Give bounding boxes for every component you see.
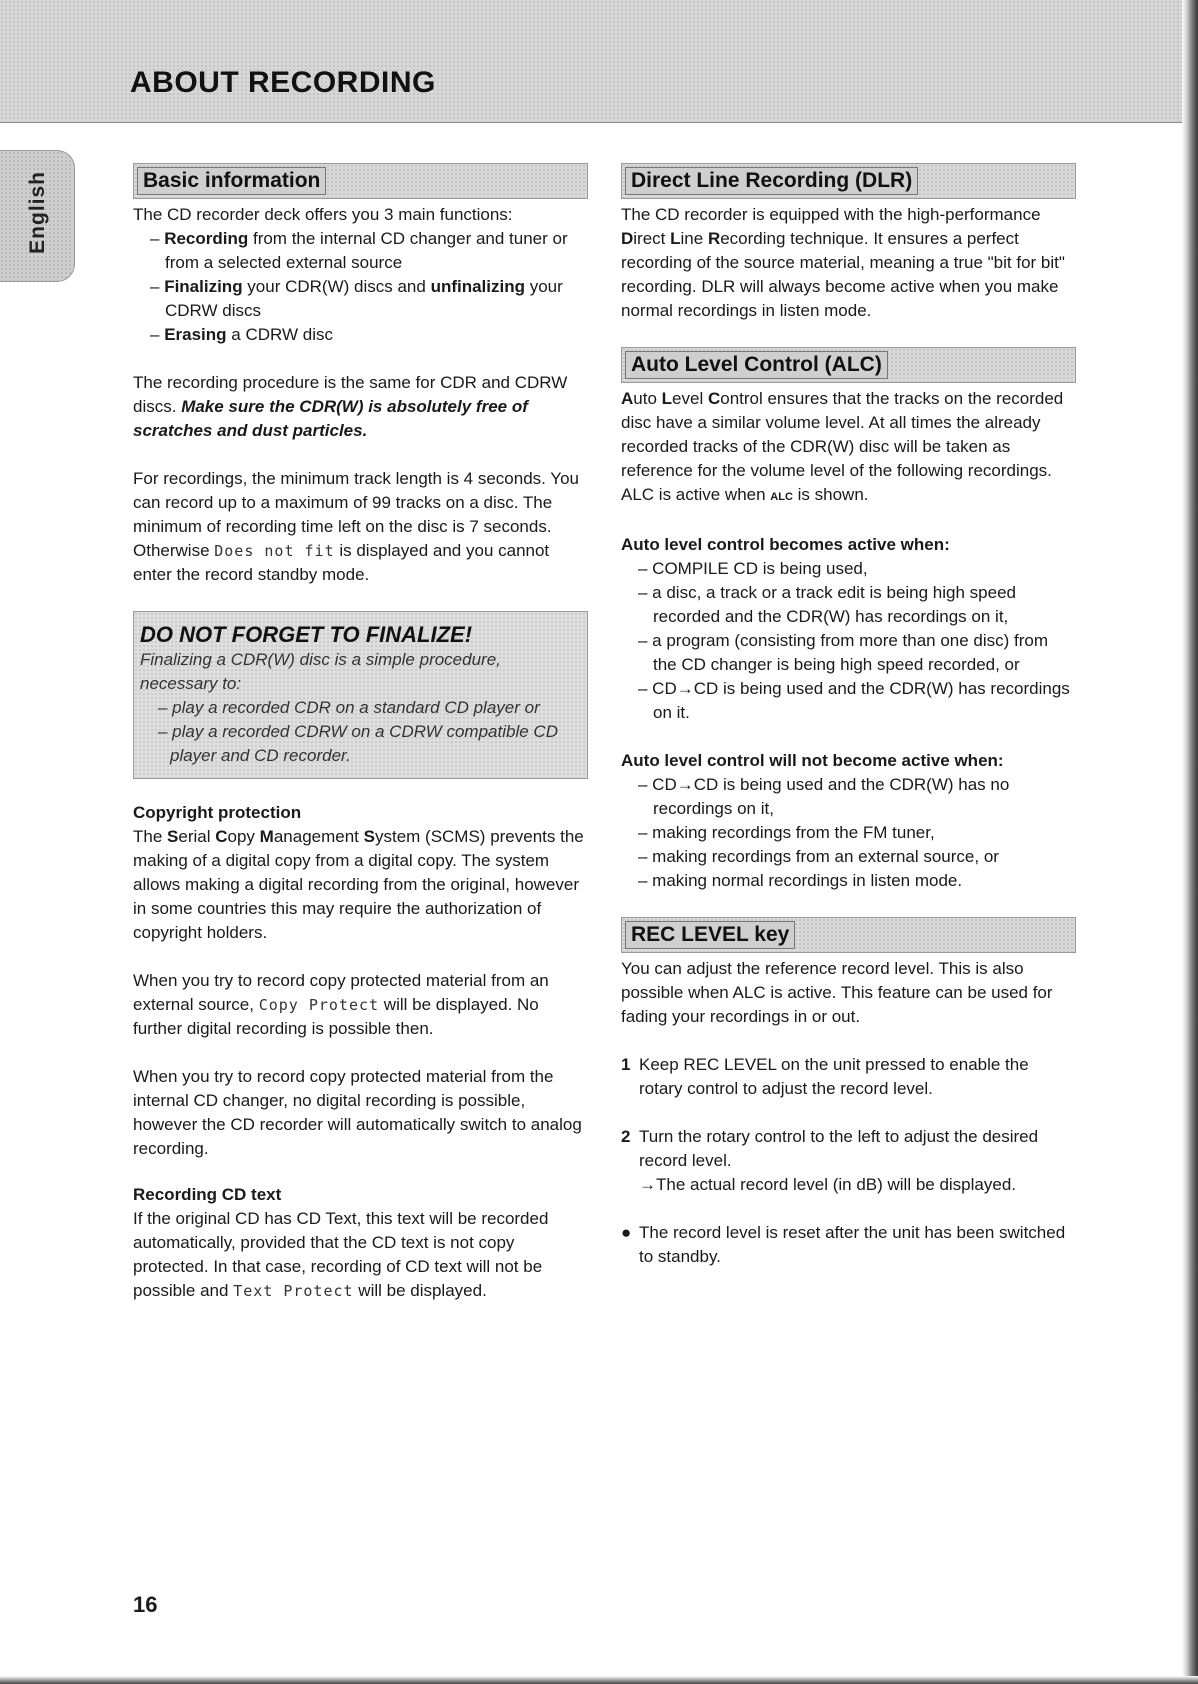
- rec-level-heading-label: REC LEVEL key: [625, 921, 795, 949]
- alc-inactive-item: – making recordings from an external source, or: [638, 847, 999, 866]
- alc-paragraph: Auto Level Control ensures that the tracks on the recorded disc have a similar volume level. At all times the already recorded tracks of the CDR(W) disc will be taken as reference for the volume level of the following recordings. ALC is active when ALC is shown.: [621, 389, 1064, 504]
- rec-level-step-1: 1 Keep REC LEVEL on the unit pressed to enable the rotary control to adjust the record level.: [621, 1055, 1029, 1098]
- alc-display-icon: ALC: [770, 491, 793, 503]
- language-tab: [0, 150, 75, 282]
- function-item-recording: – Recording from the internal CD changer and tuner or from a selected external source: [150, 229, 568, 272]
- function-item-erasing: – Erasing a CDRW disc: [150, 325, 333, 344]
- header-band: [0, 0, 1182, 123]
- copy-protect-paragraph: When you try to record copy protected material from an external source, Copy Protect will be displayed. No further digital recording is possible then.: [133, 971, 549, 1038]
- finalize-line: Finalizing a CDR(W) disc is a simple procedure, necessary to:: [140, 650, 501, 693]
- finalize-note-box: [133, 611, 588, 779]
- rec-level-step-2-result: →The actual record level (in dB) will be displayed.: [639, 1175, 1017, 1194]
- basic-info-intro: The CD recorder deck offers you 3 main functions:: [133, 205, 513, 224]
- alc-active-item: – a disc, a track or a track edit is being high speed recorded and the CDR(W) has recordings on it,: [638, 583, 1016, 626]
- procedure-paragraph: The recording procedure is the same for CDR and CDRW discs. Make sure the CDR(W) is absolutely free of scratches and dust particles.: [133, 373, 568, 440]
- alc-inactive-heading: Auto level control will not become active when:: [621, 751, 1004, 770]
- page-bottom-shadow: [0, 1676, 1198, 1684]
- basic-info-heading-label: Basic information: [137, 167, 326, 195]
- alc-inactive-item: – making normal recordings in listen mode.: [638, 871, 963, 890]
- alc-active-item: – a program (consisting from more than one disc) from the CD changer is being high speed recorded, or: [638, 631, 1049, 674]
- bullet-icon: ●: [621, 1223, 632, 1242]
- alc-heading-label: Auto Level Control (ALC): [625, 351, 888, 379]
- dlr-heading-label: Direct Line Recording (DLR): [625, 167, 918, 195]
- copyright-paragraph: The Serial Copy Management System (SCMS) prevents the making of a digital copy from a digital copy. The system allows making a digital recording from the original, however in some countries this may require the authorization of copyright holders.: [133, 827, 584, 942]
- dlr-paragraph: The CD recorder is equipped with the high-performance Direct Line Recording technique. It ensures a perfect recording of the source material, meaning a true "bit for bit" recording. DLR will always become active when you make normal recordings in listen mode.: [621, 205, 1065, 320]
- page-edge-shadow: [1182, 0, 1198, 1684]
- left-column: [133, 163, 588, 1303]
- alc-active-item: – CD→CD is being used and the CDR(W) has recordings on it.: [638, 679, 1070, 722]
- finalize-item: – play a recorded CDR on a standard CD player or: [158, 698, 540, 717]
- cd-text-paragraph: If the original CD has CD Text, this text will be recorded automatically, provided that the CD text is not copy protected. In that case, recording of CD text will not be possible and Text Protect will be displayed.: [133, 1209, 549, 1300]
- alc-active-heading: Auto level control becomes active when:: [621, 535, 950, 554]
- rec-level-heading: [621, 917, 1076, 953]
- language-tab-label: English: [26, 171, 49, 254]
- finalize-item: – play a recorded CDRW on a CDRW compatible CD player and CD recorder.: [158, 722, 558, 765]
- alc-active-item: – COMPILE CD is being used,: [638, 559, 868, 578]
- lcd-copy-protect: Copy Protect: [258, 996, 380, 1014]
- page-title: ABOUT RECORDING: [130, 66, 436, 99]
- min-length-paragraph: For recordings, the minimum track length is 4 seconds. You can record up to a maximum of 99 tracks on a disc. The minimum of recording time left on the disc is 7 seconds. Otherwise Does not fit is displayed and you cannot enter the record standby mode.: [133, 469, 579, 584]
- right-column: [621, 163, 1076, 1269]
- alc-inactive-item: – making recordings from the FM tuner,: [638, 823, 935, 842]
- alc-inactive-item: – CD→CD is being used and the CDR(W) has no recordings on it,: [638, 775, 1010, 818]
- lcd-does-not-fit: Does not fit: [214, 542, 335, 560]
- rec-level-bullet: ● The record level is reset after the unit has been switched to standby.: [621, 1223, 1066, 1266]
- rec-level-intro: You can adjust the reference record level. This is also possible when ALC is active. This feature can be used for fading your recordings in or out.: [621, 959, 1053, 1026]
- analog-recording-paragraph: When you try to record copy protected material from the internal CD changer, no digital recording is possible, however the CD recorder will automatically switch to analog recording.: [133, 1067, 582, 1158]
- page-number: 16: [133, 1592, 158, 1617]
- function-item-finalizing: – Finalizing your CDR(W) discs and unfinalizing your CDRW discs: [150, 277, 563, 320]
- lcd-text-protect: Text Protect: [233, 1282, 354, 1300]
- alc-heading: [621, 347, 1076, 383]
- finalize-title: DO NOT FORGET TO FINALIZE!: [140, 622, 473, 647]
- copyright-heading: Copyright protection: [133, 803, 302, 822]
- rec-level-step-2: 2 Turn the rotary control to the left to adjust the desired record level.: [621, 1127, 1039, 1170]
- cd-text-heading: Recording CD text: [133, 1185, 282, 1204]
- dlr-heading: [621, 163, 1076, 199]
- basic-info-heading: [133, 163, 588, 199]
